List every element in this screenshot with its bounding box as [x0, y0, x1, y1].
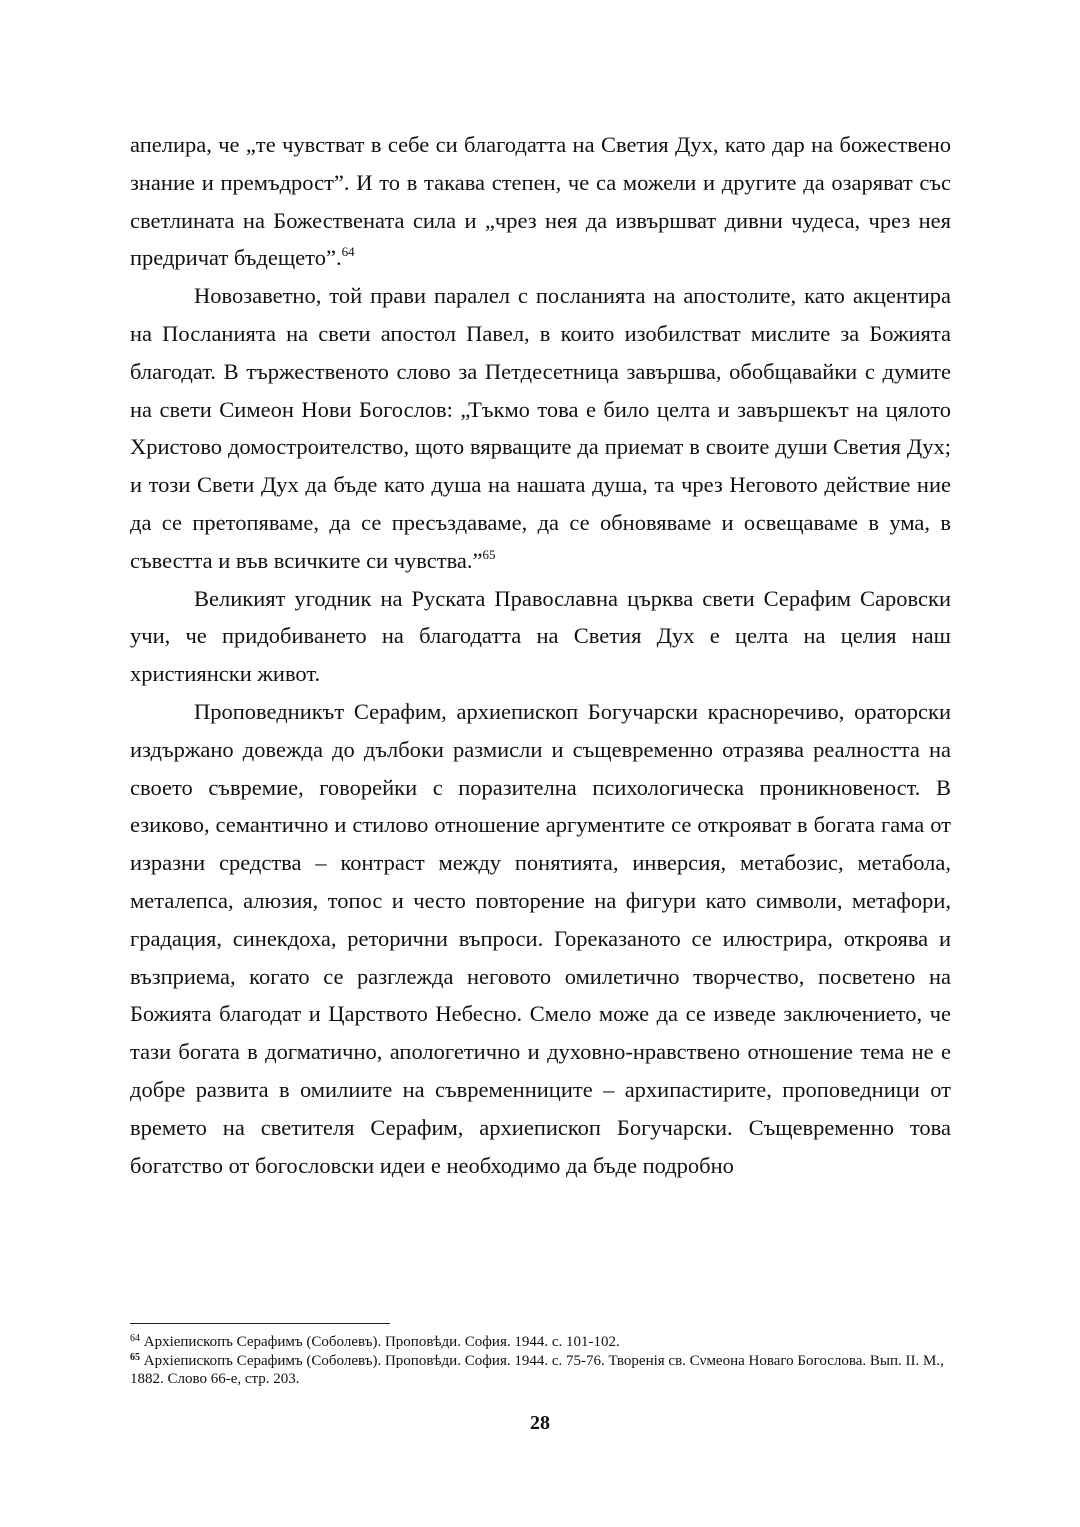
paragraph-4: Проповедникът Серафим, архиепископ Богучарски красноречиво, ораторски издържано довежда до дълбоки размисли и същевременно отразява реалността на своето съвремие, говорейки с поразителна психологическа проникновеност. В езиково, семантично и стилово отношение аргументите се открояват в богата гама от изразни средства – контраст между понятията, инверсия, метабозис, метабола, металепса, алюзия, топос и често повторение на фигури като символи, метафори, градация, синекдоха, реторични въпроси. Гореказаното се илюстрира, откроява и възприема, когато се разглежда неговото омилетично творчество, посветено на Божията благодат и Царството Небесно. Смело може да се изведе заключението, че тази богата в догматично, апологетично и духовно-нравствено отношение тема не е добре развита в омилиите на съвременниците – архипастирите, проповедници от времето на светителя Серафим, архиепископ Богучарски. Същевременно това богатство от богословски идеи е необходимо да бъде подробно — [130, 698, 951, 1178]
footnote-text: Архіепископъ Серафимъ (Соболевъ). Проповѣди. София. 1944. с. 101-102. — [143, 1334, 620, 1350]
footnote-separator — [130, 1323, 390, 1324]
footnotes — [130, 1333, 951, 1389]
paragraph-2: Новозаветно, той прави паралел с посланията на апостолите, като акцентира на Посланията на свети апостол Павел, в които изобилстват мислите за Божията благодат. В тържественото слово за Петдесетница завършва, обобщавайки с думите на свети Симеон Нови Богослов: „Тъкмо това е било целта и завършекът на цялото Христово домостроителство, щото вярващите да приемат в своите души Светия Дух; и този Свети Дух да бъде като душа на нашата душа, та чрез Неговото действие ние да се претопяваме, да се пресъздаваме, да се обновяваме и освещаваме в ума, в съвестта и във всичките си чувства.”$^{65}$ — [130, 283, 951, 573]
footnote-number: 64 — [130, 1333, 140, 1344]
page-number: 28 — [530, 1412, 550, 1434]
footnote-ref-65: 65 — [482, 546, 496, 562]
main-text — [130, 126, 951, 1184]
footnote-ref-64: 64 — [341, 244, 355, 260]
footnote-text: Архіепископъ Серафимъ (Соболевъ). Проповѣди. София. 1944. с. 75-76. Творенія св. Сνмеона Новаго Богослова. Вып. II. М., 1882. Слово 66-е, стр. 203. — [130, 1352, 944, 1387]
footnote-number: 65 — [130, 1351, 140, 1363]
paragraph-3: Великият угодник на Руската Православна църква свети Серафим Саровски учи, че придобиването на благодатта на Светия Дух е целта на целия наш християнски живот. — [130, 585, 951, 687]
footnote-64 — [130, 1333, 951, 1352]
paragraph-1: апелира, че „те чувстват в себе си благодатта на Светия Дух, като дар на божествено знание и премъдрост”. И то в такава степен, че са можели и другите да озаряват със светлината на Божествената сила и „чрез нея да извършват дивни чудеса, чрез нея предричат бъдещето”.$^{64}$ — [130, 132, 951, 271]
footnote-65 — [130, 1352, 951, 1389]
